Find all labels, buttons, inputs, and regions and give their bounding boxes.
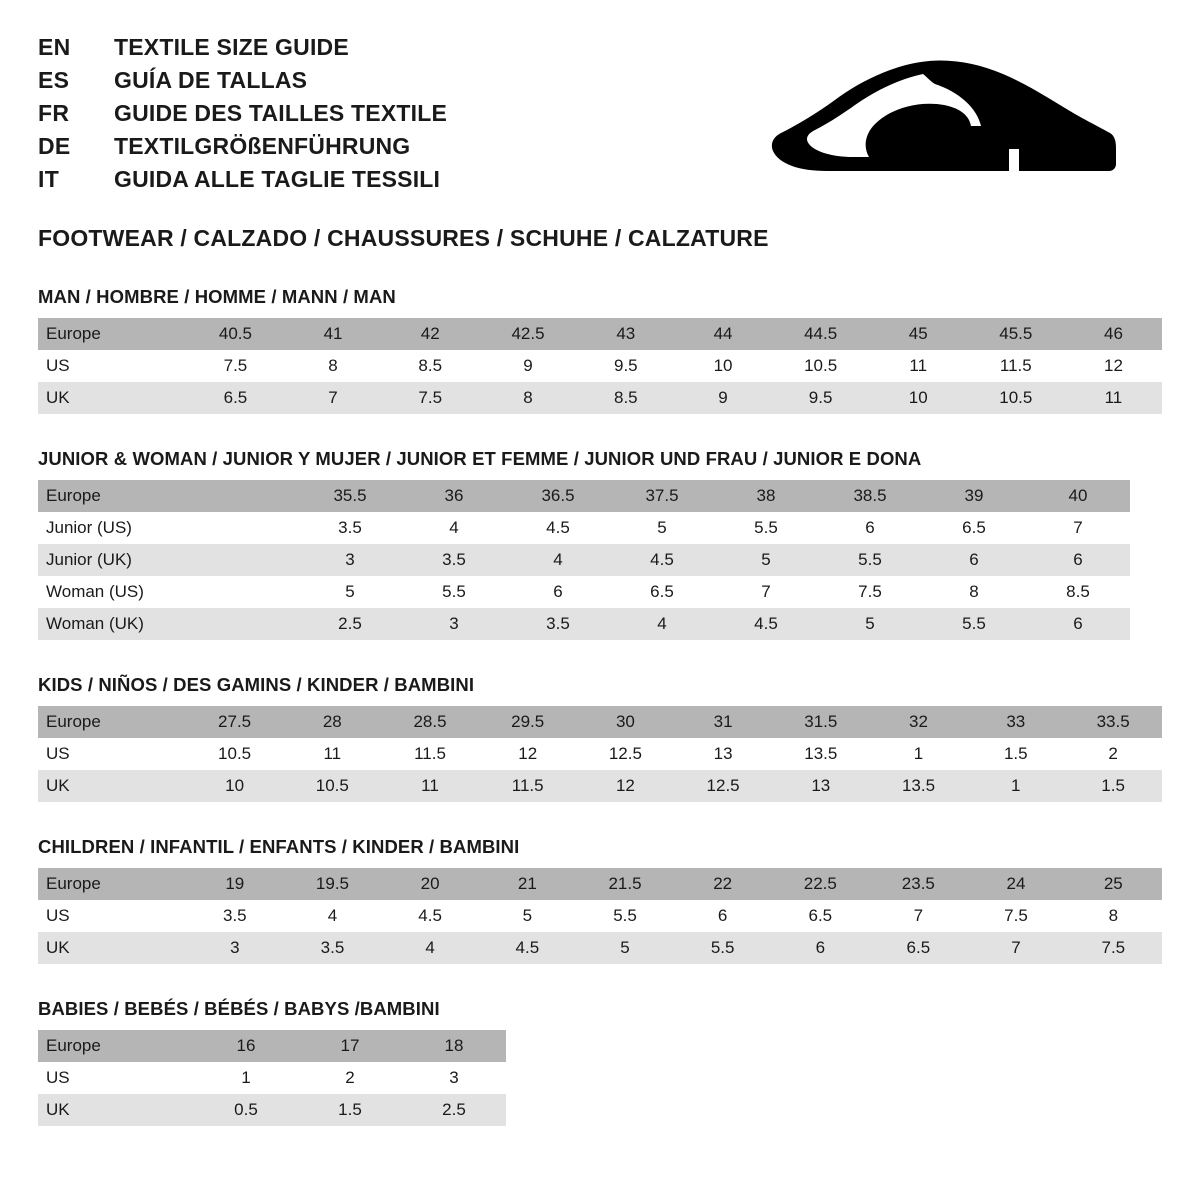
cell: 19.5 — [283, 868, 381, 900]
cell: 4 — [283, 900, 381, 932]
cell: 44.5 — [772, 318, 870, 350]
cell: 27.5 — [186, 706, 284, 738]
row-label: Europe — [38, 868, 186, 900]
cell: 13 — [674, 738, 772, 770]
table-row — [38, 318, 1162, 350]
cell: 10.5 — [186, 738, 284, 770]
cell: 31.5 — [772, 706, 870, 738]
table-row — [38, 512, 1130, 544]
cell: 2.5 — [402, 1094, 506, 1126]
cell: 0.5 — [194, 1094, 298, 1126]
dress-shoe-icon — [771, 52, 1116, 182]
cell: 12.5 — [674, 770, 772, 802]
section-title: BABIES / BEBÉS / BÉBÉS / BABYS /BAMBINI — [38, 998, 440, 1019]
cell: 1 — [194, 1062, 298, 1094]
cell: 8.5 — [1026, 576, 1130, 608]
row-label: US — [38, 350, 186, 382]
row-label: Junior (UK) — [38, 544, 194, 576]
cell: 13.5 — [870, 770, 968, 802]
cell: 28 — [283, 706, 381, 738]
table-row — [38, 900, 1162, 932]
category-heading: FOOTWEAR / CALZADO / CHAUSSURES / SCHUHE / CALZATURE — [38, 225, 769, 251]
cell: 7 — [714, 576, 818, 608]
table-row — [38, 544, 1130, 576]
size-table-babies — [38, 1030, 506, 1126]
cell: 4 — [402, 512, 506, 544]
cell: 40 — [1026, 480, 1130, 512]
cell: 5.5 — [922, 608, 1026, 640]
cell: 11.5 — [479, 770, 577, 802]
cell: 5.5 — [674, 932, 771, 964]
cell: 10 — [870, 382, 967, 414]
cell: 13.5 — [772, 738, 870, 770]
cell: 6 — [1026, 608, 1130, 640]
cell: 44 — [675, 318, 772, 350]
cell: 4.5 — [381, 900, 478, 932]
cell: 2.5 — [298, 608, 402, 640]
cell: 42 — [382, 318, 479, 350]
cell: 8 — [285, 350, 382, 382]
cell: 7.5 — [382, 382, 479, 414]
cell: 4.5 — [479, 932, 576, 964]
cell: 8 — [479, 382, 577, 414]
cell: 2 — [298, 1062, 402, 1094]
cell: 38.5 — [818, 480, 922, 512]
row-label: US — [38, 900, 186, 932]
cell: 22.5 — [771, 868, 869, 900]
table-row — [38, 706, 1162, 738]
row-label: UK — [38, 382, 186, 414]
cell: 41 — [285, 318, 382, 350]
cell: 16 — [194, 1030, 298, 1062]
cell: 31 — [674, 706, 772, 738]
cell — [194, 608, 298, 640]
cell: 4.5 — [610, 544, 714, 576]
section-children — [38, 836, 1162, 964]
cell: 40.5 — [186, 318, 284, 350]
cell: 19 — [186, 868, 283, 900]
row-label: Woman (UK) — [38, 608, 194, 640]
cell: 4.5 — [506, 512, 610, 544]
cell: 10.5 — [967, 382, 1065, 414]
size-table-junior-woman — [38, 480, 1130, 640]
row-label: UK — [38, 770, 186, 802]
row-label: Europe — [38, 480, 194, 512]
cell: 9.5 — [772, 382, 870, 414]
row-label: Europe — [38, 706, 186, 738]
cell: 12.5 — [577, 738, 675, 770]
row-label: Woman (US) — [38, 576, 194, 608]
row-label: Europe — [38, 318, 186, 350]
cell: 7 — [967, 932, 1064, 964]
cell: 9 — [479, 350, 577, 382]
language-title: GUÍA DE TALLAS — [114, 67, 308, 93]
table-row — [38, 1030, 506, 1062]
section-title: CHILDREN / INFANTIL / ENFANTS / KINDER / BAMBINI — [38, 836, 520, 857]
table-row — [38, 576, 1130, 608]
row-label: US — [38, 1062, 194, 1094]
cell: 7 — [869, 900, 967, 932]
cell: 33.5 — [1064, 706, 1162, 738]
language-code: ES — [38, 67, 70, 93]
cell: 10 — [675, 350, 772, 382]
section-man — [38, 286, 1162, 414]
cell: 6 — [922, 544, 1026, 576]
cell: 29.5 — [479, 706, 577, 738]
cell: 2 — [1064, 738, 1162, 770]
cell: 11 — [283, 738, 381, 770]
section-title: KIDS / NIÑOS / DES GAMINS / KINDER / BAMBINI — [38, 674, 475, 695]
cell: 10.5 — [772, 350, 870, 382]
cell: 24 — [967, 868, 1064, 900]
cell: 3.5 — [506, 608, 610, 640]
cell: 6 — [771, 932, 869, 964]
cell: 12 — [479, 738, 577, 770]
cell: 46 — [1065, 318, 1162, 350]
table-row — [38, 770, 1162, 802]
cell: 8.5 — [382, 350, 479, 382]
cell: 22 — [674, 868, 771, 900]
cell: 43 — [577, 318, 674, 350]
table-row — [38, 1062, 506, 1094]
cell: 45 — [870, 318, 967, 350]
row-label: US — [38, 738, 186, 770]
cell: 36 — [402, 480, 506, 512]
cell: 12 — [577, 770, 675, 802]
language-row — [38, 67, 447, 94]
cell: 3.5 — [186, 900, 283, 932]
language-title: GUIDE DES TAILLES TEXTILE — [114, 100, 447, 126]
cell: 3.5 — [298, 512, 402, 544]
cell: 13 — [772, 770, 870, 802]
cell: 9 — [675, 382, 772, 414]
section-kids — [38, 674, 1162, 802]
cell: 5 — [818, 608, 922, 640]
cell — [194, 576, 298, 608]
cell: 4 — [381, 932, 478, 964]
cell: 28.5 — [381, 706, 479, 738]
cell: 5.5 — [714, 512, 818, 544]
cell: 37.5 — [610, 480, 714, 512]
row-label: UK — [38, 932, 186, 964]
language-titles — [38, 34, 447, 199]
cell: 7 — [285, 382, 382, 414]
cell: 11 — [381, 770, 479, 802]
language-code: FR — [38, 100, 70, 126]
language-row — [38, 34, 447, 61]
cell: 7.5 — [818, 576, 922, 608]
page-header — [38, 34, 1162, 199]
cell: 11.5 — [967, 350, 1065, 382]
cell: 6 — [674, 900, 771, 932]
cell: 20 — [381, 868, 478, 900]
table-row — [38, 608, 1130, 640]
cell: 1 — [967, 770, 1064, 802]
cell: 45.5 — [967, 318, 1065, 350]
language-title: TEXTILGRÖßENFÜHRUNG — [114, 133, 411, 159]
cell: 6 — [1026, 544, 1130, 576]
cell: 18 — [402, 1030, 506, 1062]
cell — [194, 512, 298, 544]
cell: 6.5 — [922, 512, 1026, 544]
size-table-kids — [38, 706, 1162, 802]
cell: 21 — [479, 868, 576, 900]
cell: 30 — [577, 706, 675, 738]
table-row — [38, 738, 1162, 770]
cell: 5.5 — [818, 544, 922, 576]
cell: 5 — [714, 544, 818, 576]
cell: 11 — [1065, 382, 1162, 414]
cell: 7.5 — [186, 350, 284, 382]
cell: 11 — [870, 350, 967, 382]
section-junior-woman — [38, 448, 1162, 640]
table-row — [38, 932, 1162, 964]
table-row — [38, 350, 1162, 382]
cell: 7 — [1026, 512, 1130, 544]
cell: 5 — [298, 576, 402, 608]
language-code: EN — [38, 34, 71, 60]
cell: 3 — [186, 932, 283, 964]
cell: 6 — [818, 512, 922, 544]
cell: 6 — [506, 576, 610, 608]
cell: 5.5 — [576, 900, 674, 932]
table-row — [38, 480, 1130, 512]
cell: 7.5 — [967, 900, 1064, 932]
cell: 32 — [870, 706, 968, 738]
table-row — [38, 1094, 506, 1126]
cell: 4 — [610, 608, 714, 640]
language-code: IT — [38, 166, 60, 192]
cell: 11.5 — [381, 738, 479, 770]
cell: 36.5 — [506, 480, 610, 512]
cell: 39 — [922, 480, 1026, 512]
cell: 5.5 — [402, 576, 506, 608]
cell: 4 — [506, 544, 610, 576]
language-row — [38, 100, 447, 127]
cell: 10.5 — [283, 770, 381, 802]
cell — [194, 544, 298, 576]
cell: 35.5 — [298, 480, 402, 512]
cell: 3 — [298, 544, 402, 576]
cell: 21.5 — [576, 868, 674, 900]
cell: 3.5 — [402, 544, 506, 576]
row-label: Europe — [38, 1030, 194, 1062]
language-title: GUIDA ALLE TAGLIE TESSILI — [114, 166, 441, 192]
table-row — [38, 868, 1162, 900]
cell: 25 — [1065, 868, 1162, 900]
section-title: JUNIOR & WOMAN / JUNIOR Y MUJER / JUNIOR ET FEMME / JUNIOR UND FRAU / JUNIOR E DONA — [38, 448, 922, 469]
cell: 17 — [298, 1030, 402, 1062]
cell: 6.5 — [869, 932, 967, 964]
cell: 4.5 — [714, 608, 818, 640]
cell: 8 — [1065, 900, 1162, 932]
size-table-children — [38, 868, 1162, 964]
language-code: DE — [38, 133, 71, 159]
cell: 6.5 — [771, 900, 869, 932]
cell: 1.5 — [967, 738, 1064, 770]
cell: 6.5 — [610, 576, 714, 608]
cell: 6.5 — [186, 382, 284, 414]
cell: 10 — [186, 770, 284, 802]
section-babies — [38, 998, 1162, 1126]
size-table-man — [38, 318, 1162, 414]
cell: 9.5 — [577, 350, 674, 382]
row-label: UK — [38, 1094, 194, 1126]
cell — [194, 480, 298, 512]
cell: 8.5 — [577, 382, 674, 414]
cell: 33 — [967, 706, 1064, 738]
cell: 8 — [922, 576, 1026, 608]
table-row — [38, 382, 1162, 414]
cell: 1.5 — [1064, 770, 1162, 802]
cell: 5 — [610, 512, 714, 544]
cell: 1.5 — [298, 1094, 402, 1126]
section-title: MAN / HOMBRE / HOMME / MANN / MAN — [38, 286, 396, 307]
row-label: Junior (US) — [38, 512, 194, 544]
cell: 7.5 — [1065, 932, 1162, 964]
cell: 5 — [576, 932, 674, 964]
language-title: TEXTILE SIZE GUIDE — [114, 34, 349, 60]
cell: 38 — [714, 480, 818, 512]
cell: 3 — [402, 1062, 506, 1094]
cell: 23.5 — [869, 868, 967, 900]
cell: 3 — [402, 608, 506, 640]
cell: 5 — [479, 900, 576, 932]
cell: 12 — [1065, 350, 1162, 382]
cell: 42.5 — [479, 318, 577, 350]
language-row — [38, 133, 447, 160]
cell: 1 — [870, 738, 968, 770]
language-row — [38, 166, 447, 193]
cell: 3.5 — [283, 932, 381, 964]
